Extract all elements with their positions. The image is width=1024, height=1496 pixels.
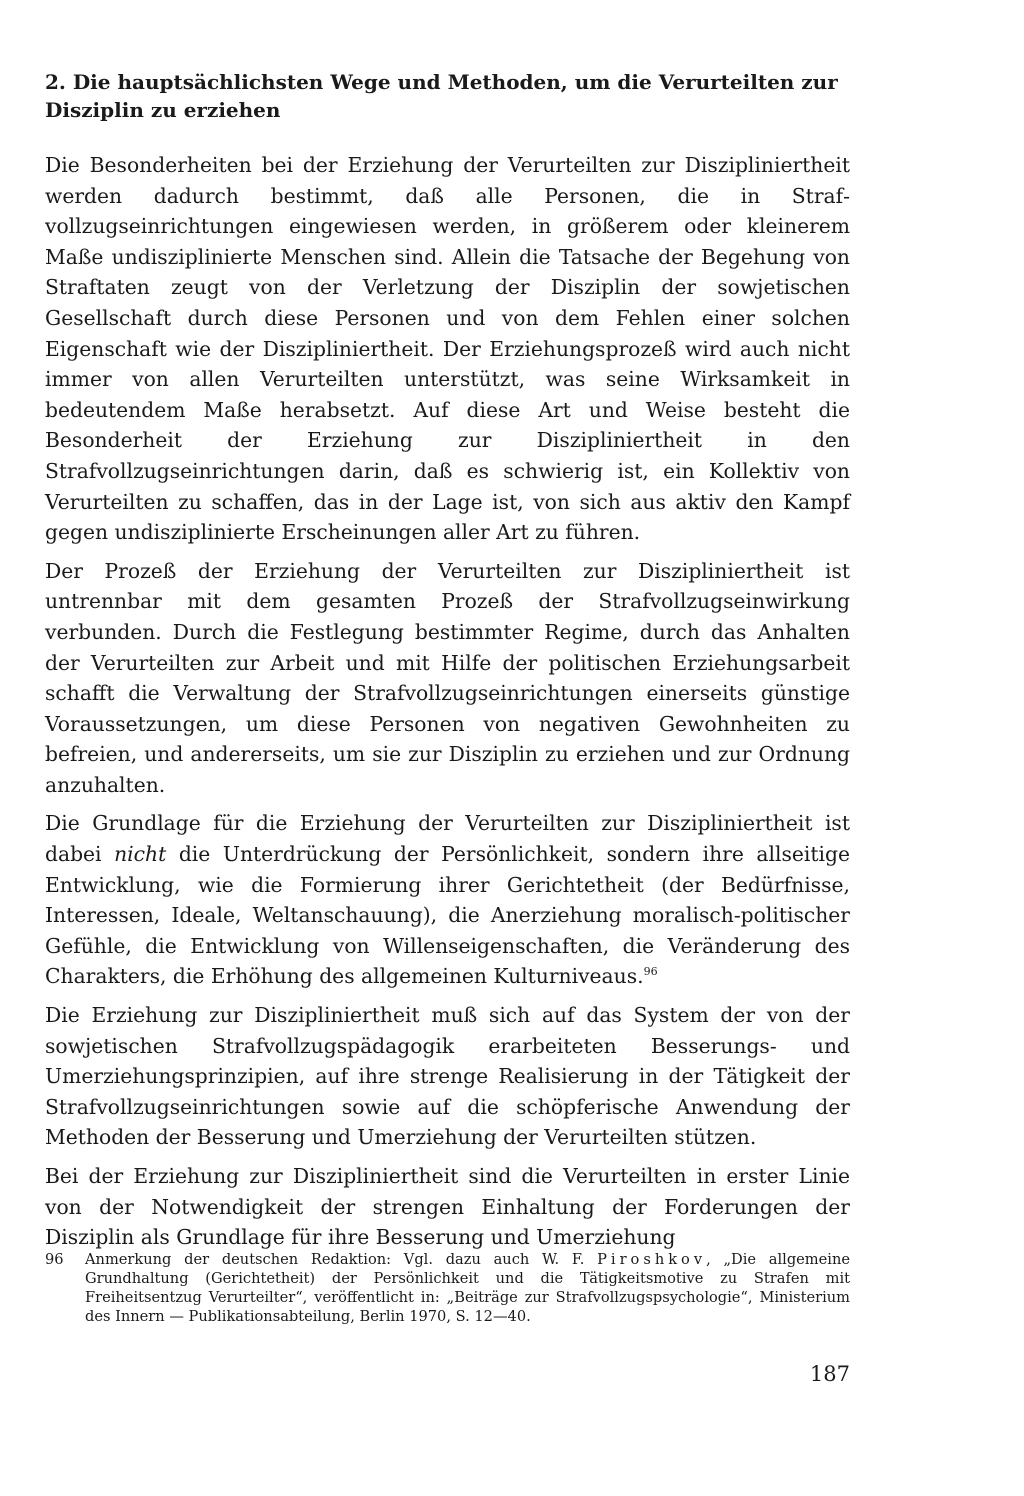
page-body xyxy=(45,68,850,1261)
paragraph-2: Der Prozeß der Erziehung der Verurteilten zur Diszipliniertheit ist untrennbar mit dem gesamten Prozeß der Strafvollzugseinwirkung verbunden. Durch die Festlegung bestimmter Regime, durch das Anhalten der Verurteilten zur Arbeit und mit Hilfe der politischen Erziehungsarbeit schafft die Verwaltung der Strafvollzugseinrichtungen einerseits günstige Voraussetzungen, um diese Personen von negativen Gewohnheiten zu befreien, und andererseits, um sie zur Disziplin zu erziehen und zur Ordnung anzuhalten. xyxy=(45,558,850,797)
page-number: 187 xyxy=(809,1362,850,1386)
footnote-reference: 96 xyxy=(643,965,658,979)
footnote-text xyxy=(85,1250,850,1326)
paragraph-5: Bei der Erziehung zur Diszipliniertheit sind die Verurteilten in erster Linie von der Notwendigkeit der strengen Einhaltung der Forderungen der Disziplin als Grundlage für ihre Besserung und Umerziehung xyxy=(45,1164,850,1250)
paragraph-1: Die Besonderheiten bei der Erziehung der Verurteilten zur Diszipliniertheit werden dadurch bestimmt, daß alle Personen, die in Strafvollzugseinrichtungen eingewiesen werden, in größerem oder kleinerem Maße undisziplinierte Menschen sind. Allein die Tatsache der Begehung von Straftaten zeugt von der Verletzung der Disziplin der sowjetischen Gesellschaft durch diese Personen und von dem Fehlen einer solchen Eigenschaft wie der Diszipliniertheit. Der Erziehungsprozeß wird auch nicht immer von allen Verurteilten unterstützt, was seine Wirksamkeit in bedeutendem Maße herabsetzt. Auf diese Art und Weise besteht die Besonderheit der Erziehung zur Diszipliniertheit in den Strafvollzugseinrichtungen darin, daß es schwierig ist, ein Kollektiv von Verurteilten zu schaffen, das in der Lage ist, von sich aus aktiv den Kampf gegen undisziplinierte Erscheinungen aller Art zu führen. xyxy=(45,153,850,545)
footnote-author: Piroshkov xyxy=(597,1251,707,1268)
paragraph-3-text-end: die Unterdrückung der Persönlichkeit, sondern ihre allseitige Entwicklung, wie die Formierung ihrer Gerichtetheit (der Bedürfnisse, Interessen, Ideale, Weltanschauung), die Anerziehung moralisch-politischer Gefühle, die Entwicklung von Willenseigenschaften, die Veränderung des Charakters, die Erhöhung des allgemeinen Kulturniveaus. xyxy=(45,842,850,989)
footnote xyxy=(45,1250,850,1326)
footnote-text-end: , „Die allgemeine Grundhaltung (Gerichtetheit) der Persönlichkeit und die Tätigkeitsmotive zu Strafen mit Freiheitsentzug Verurteilter“, veröffentlicht in: „Beiträge zur Strafvollzugspsychologie“, Ministerium des Innern — Publikationsabteilung, Berlin 1970, S. 12—40. xyxy=(85,1251,850,1325)
emphasis-nicht: nicht xyxy=(114,842,167,867)
footnote-text-start: Anmerkung der deutschen Redaktion: Vgl. dazu auch W. F. xyxy=(85,1251,598,1268)
footnote-number: 96 xyxy=(45,1251,64,1268)
paragraph-3 xyxy=(45,808,850,992)
section-heading: 2. Die hauptsächlichsten Wege und Methoden, um die Verurteilten zur Disziplin zu erziehen xyxy=(45,70,838,122)
paragraph-3-text-start: Die Grundlage für die Erziehung der Verurteilten zur Diszipliniertheit ist dabei xyxy=(45,811,850,867)
paragraph-4: Die Erziehung zur Diszipliniertheit muß sich auf das System der von der sowjetischen Strafvollzugspädagogik erarbeiteten Besserungs- und Umerziehungsprinzipien, auf ihre strenge Realisierung in der Tätigkeit der Strafvollzugseinrichtungen sowie auf die schöpferische Anwendung der Methoden der Besserung und Umerziehung der Verurteilten stützen. xyxy=(45,1003,850,1150)
